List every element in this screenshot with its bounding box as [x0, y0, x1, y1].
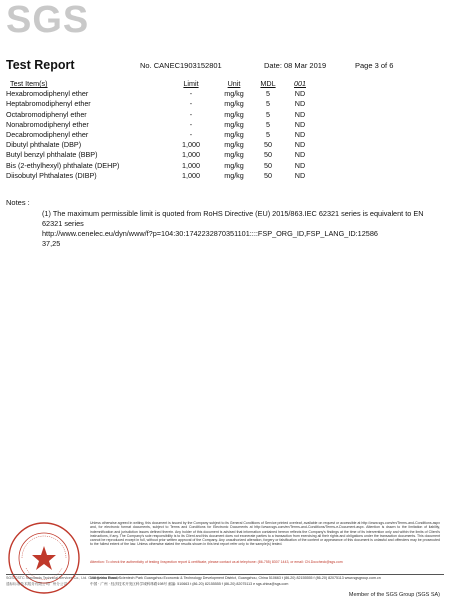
- unit-cell: mg/kg: [224, 150, 244, 160]
- footer-address-en: 198 Kezhu Road, Scientech Park Guangzhou Economic & Technology Development District, Guangzhou, China 510663 t (86-20) 82155555 f (86-20) 82075113 www.sgsgroup.com.cn: [90, 576, 381, 580]
- note-link-continued: 37,25: [42, 239, 61, 248]
- footer-address-cn: 中国 · 广州 · 经济技术开发区科学城科珠路198号 邮编: 510663 t (86-20) 82155555 f (86-20) 82075113 e sgs.china@sgs.com: [90, 582, 289, 586]
- notes-label: Notes :: [6, 198, 30, 207]
- unit-cell: mg/kg: [224, 99, 244, 109]
- unit-cell: mg/kg: [224, 170, 244, 180]
- limit-cell: -: [189, 119, 193, 129]
- table-row: [6, 150, 306, 160]
- mdl-cell: 5: [266, 89, 270, 99]
- limit-cell: -: [189, 99, 193, 109]
- table-row: [6, 130, 306, 140]
- column-header-mdl: MDL: [260, 79, 276, 88]
- result-cell: ND: [294, 140, 306, 150]
- limit-cell: 1,000: [182, 140, 200, 150]
- footer-legal-text: Unless otherwise agreed in writing, this document is issued by the Company subject to its General Conditions of Service printed overleaf, available on request or accessible at http://www.sgs.com/en/Terms-and-Conditions.aspx and, for electronic format documents, subject to Terms and Conditions for Electronic Documents at http://www.sgs.com/en/Terms-and-Conditions/Terms-e-Document.aspx. Attention is drawn to the limitation of liability, indemnification and jurisdiction issues defined therein. Any holder of this document is advised that information contained hereon reflects the Company's findings at the time of its intervention only and within the limits of Client's instructions, if any. The Company's sole responsibility is to its Client and this document does not exonerate parties to a transaction from exercising all their rights and obligations under the transaction documents. This document cannot be reproduced except in full, without prior written approval of the Company. Any unauthorized alteration, forgery or falsification of the content or appearance of this document is unlawful and offenders may be prosecuted to the fullest extent of the law. Unless otherwise stated the results shown in this test report refer only to the sample(s) tested.: [90, 521, 440, 547]
- results-table: [6, 79, 306, 181]
- sgs-logo: SGS: [6, 0, 90, 41]
- limit-cell: -: [189, 129, 193, 139]
- notes-body: [42, 209, 442, 249]
- test-item-cell: Bis (2-ethylhexyl) phthalate (DEHP): [6, 160, 120, 170]
- limit-cell: -: [189, 89, 193, 99]
- limit-cell: 1,000: [182, 160, 200, 170]
- result-cell: ND: [294, 150, 306, 160]
- test-item-cell: Hexabromodiphenyl ether: [6, 89, 89, 99]
- unit-cell: mg/kg: [224, 129, 244, 139]
- unit-cell: mg/kg: [224, 119, 244, 129]
- mdl-cell: 5: [266, 119, 270, 129]
- test-item-cell: Dibutyl phthalate (DBP): [6, 140, 82, 150]
- mdl-cell: 50: [264, 140, 272, 150]
- table-row: [6, 140, 306, 150]
- test-item-cell: Diisobutyl Phthalates (DIBP): [6, 170, 97, 180]
- limit-cell: -: [189, 109, 193, 119]
- result-cell: ND: [294, 129, 306, 139]
- mdl-cell: 50: [264, 170, 272, 180]
- mdl-cell: 5: [266, 109, 270, 119]
- mdl-cell: 50: [264, 150, 272, 160]
- mdl-cell: 5: [266, 99, 270, 109]
- test-item-cell: Nonabromodiphenyl ether: [6, 119, 89, 129]
- report-number: No. CANEC1903152801: [140, 61, 222, 70]
- table-row: [6, 99, 306, 109]
- test-item-cell: Octabromodiphenyl ether: [6, 109, 87, 119]
- note-link: http://www.cenelec.eu/dyn/www/f?p=104:30:1742232870351101::::FSP_ORG_ID,FSP_LANG_ID:12586: [42, 229, 378, 238]
- limit-cell: 1,000: [182, 150, 200, 160]
- mdl-cell: 50: [264, 160, 272, 170]
- report-title: Test Report: [6, 58, 75, 72]
- result-cell: ND: [294, 170, 306, 180]
- footer-company-cn: 通标标准技术服务有限公司广州分公司: [6, 582, 68, 586]
- limit-cell: 1,000: [182, 170, 200, 180]
- column-header-test-item: Test Item(s): [10, 79, 48, 88]
- table-header-row: [6, 79, 306, 89]
- table-row: [6, 171, 306, 181]
- test-item-cell: Heptabromodiphenyl ether: [6, 99, 91, 109]
- test-item-cell: Decabromodiphenyl ether: [6, 129, 89, 139]
- column-header-sample-001: 001: [294, 79, 306, 88]
- column-header-unit: Unit: [227, 79, 241, 88]
- footer-company-en: SGS-CSTC Standards Technical Services Co., Ltd. Guangzhou Branch: [6, 576, 120, 580]
- sgs-group-member: Member of the SGS Group (SGS SA): [348, 592, 440, 598]
- table-row: [6, 161, 306, 171]
- footer-attention: Attention: To check the authenticity of testing /inspection report & certificate, please contact us at telephone: (86-755) 8307 1443, or email: CN.Doccheck@sgs.com: [90, 560, 343, 564]
- page-number: Page 3 of 6: [355, 61, 394, 70]
- mdl-cell: 5: [266, 129, 270, 139]
- result-cell: ND: [294, 89, 306, 99]
- result-cell: ND: [294, 109, 306, 119]
- test-item-cell: Butyl benzyl phthalate (BBP): [6, 150, 98, 160]
- footer-divider: [6, 574, 444, 575]
- unit-cell: mg/kg: [224, 109, 244, 119]
- unit-cell: mg/kg: [224, 89, 244, 99]
- result-cell: ND: [294, 160, 306, 170]
- note-1: (1) The maximum permissible limit is quoted from RoHS Directive (EU) 2015/863.IEC 62321 series is equivalent to EN 62321 series: [42, 209, 424, 228]
- unit-cell: mg/kg: [224, 140, 244, 150]
- report-header: [6, 58, 446, 74]
- result-cell: ND: [294, 99, 306, 109]
- report-date: Date: 08 Mar 2019: [264, 61, 327, 70]
- table-row: [6, 110, 306, 120]
- table-row: [6, 89, 306, 99]
- table-row: [6, 120, 306, 130]
- column-header-limit: Limit: [183, 79, 199, 88]
- result-cell: ND: [294, 119, 306, 129]
- unit-cell: mg/kg: [224, 160, 244, 170]
